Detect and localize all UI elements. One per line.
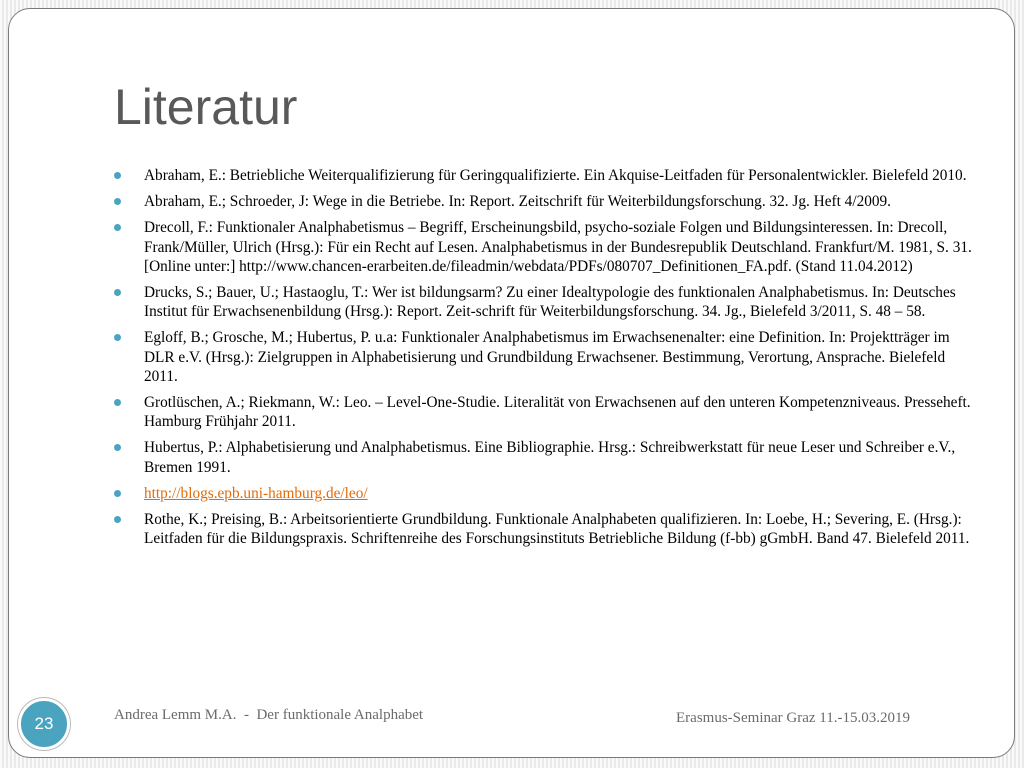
reference-item	[144, 283, 974, 321]
bullet-icon	[114, 172, 121, 179]
reference-item	[144, 192, 974, 211]
reference-text: Drucks, S.; Bauer, U.; Hastaoglu, T.: Wer ist bildungsarm? Zu einer Idealtypologie des funktionalen Analphabetismus. In: Deutsches Institut für Erwachsenenbildung (Hrsg.): Report. Zeit-schrift für Weiterbildungsforschung. 34. Jg., Bielefeld 3/2011, S. 48 – 58.	[144, 284, 956, 321]
reference-text: Grotlüschen, A.; Riekmann, W.: Leo. – Level-One-Studie. Literalität von Erwachsenen auf den unteren Kompetenzniveaus. Presseheft. Hamburg Frühjahr 2011.	[144, 394, 971, 431]
reference-text: Hubertus, P.: Alphabetisierung und Analphabetismus. Eine Bibliographie. Hrsg.: Schreibwerkstatt für neue Leser und Schreiber e.V., Bremen 1991.	[144, 439, 956, 476]
reference-text: Rothe, K.; Preising, B.: Arbeitsorientierte Grundbildung. Funktionale Analphabeten qualifizieren. In: Loebe, H.; Severing, E. (Hrsg.): Leitfaden für die Bildungspraxis. Schriftenreihe des Forschungsinstituts Betriebliche Bildung (f-bb) gGmbH. Band 47. Bielefeld 2011.	[144, 511, 970, 548]
footer-author: Andrea Lemm M.A. - Der funktionale Analphabet	[114, 707, 424, 723]
reference-item	[144, 218, 974, 276]
reference-text: Drecoll, F.: Funktionaler Analphabetismus – Begriff, Erscheinungsbild, psycho-soziale Folgen und Bildungsinteressen. In: Drecoll, Frank/Müller, Ulrich (Hrsg.): Für ein Recht auf Lesen. Analphabetismus in der Bundesrepublik Deutschland. Frankfurt/M. 1981, S. 31. [Online unter:] http://www.chancen-erarbeiten.de/fileadmin/webdata/PDFs/080707_Definitionen_FA.pdf. (Stand 11.04.2012)	[144, 219, 972, 275]
reference-item	[144, 438, 974, 476]
page-number-badge: 23	[18, 698, 70, 750]
footer-event: Erasmus-Seminar Graz 11.-15.03.2019	[676, 710, 910, 726]
reference-list	[144, 166, 974, 555]
bullet-icon	[114, 490, 121, 497]
leo-blog-link[interactable]: http://blogs.epb.uni-hamburg.de/leo/	[144, 484, 368, 502]
bullet-icon	[114, 516, 121, 523]
bullet-icon	[114, 289, 121, 296]
reference-text: Abraham, E.: Betriebliche Weiterqualifizierung für Geringqualifizierte. Ein Akquise-Leitfaden für Personalentwickler. Bielefeld 2010.	[144, 167, 967, 184]
slide-title: Literatur	[114, 79, 298, 135]
reference-item	[144, 393, 974, 431]
reference-text: Egloff, B.; Grosche, M.; Hubertus, P. u.a: Funktionaler Analphabetismus im Erwachsenenalter: eine Definition. In: Projektträger im DLR e.V. (Hrsg.): Zielgruppen in Alphabetisierung und Grundbildung Erwachsener. Bestimmung, Verortung, Ansprache. Bielefeld 2011.	[144, 329, 950, 385]
reference-item	[144, 510, 974, 548]
reference-item	[144, 328, 974, 386]
reference-item	[144, 484, 974, 503]
reference-item	[144, 166, 974, 185]
bullet-icon	[114, 399, 121, 406]
reference-text: Abraham, E.; Schroeder, J: Wege in die Betriebe. In: Report. Zeitschrift für Weiterbildungsforschung. 32. Jg. Heft 4/2009.	[144, 193, 891, 211]
